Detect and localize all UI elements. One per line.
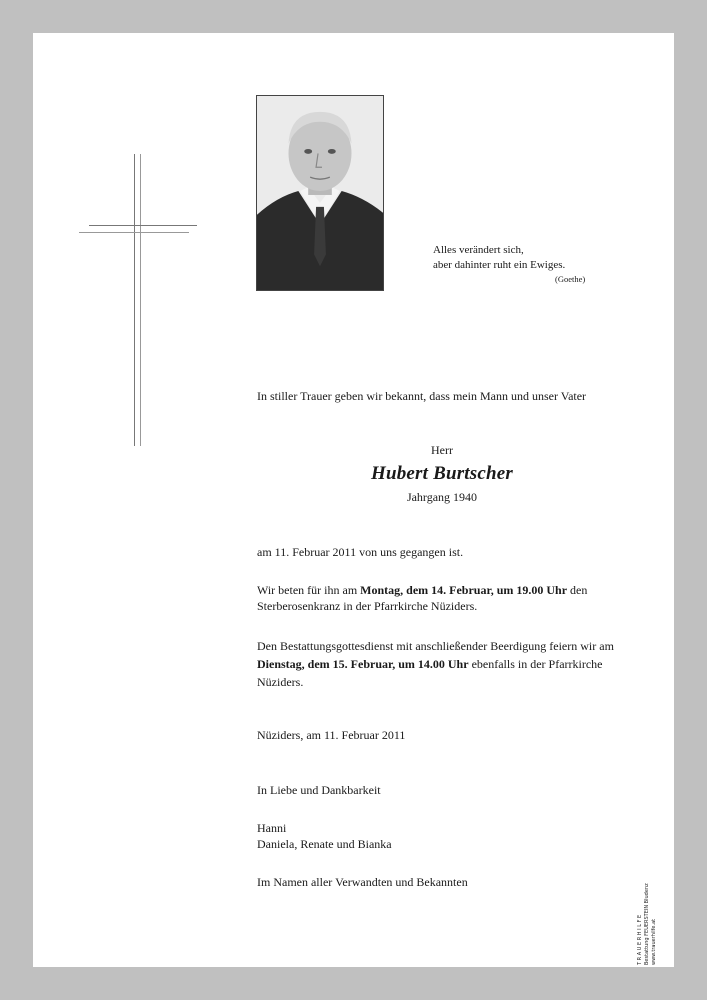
imprint-line: www.trauerhilfe.at <box>651 918 657 965</box>
family-names <box>257 820 627 852</box>
rosary-paragraph: Wir beten für ihn am Montag, dem 14. Februar, um 19.00 Uhr den Sterberosenkranz in der Pfarrkirche Nüziders. <box>257 583 588 613</box>
rosary-date: Montag, dem 14. Februar, um 19.00 Uhr <box>360 583 568 597</box>
deceased-title: Herr <box>431 443 453 457</box>
quote <box>433 243 585 285</box>
cross-icon <box>79 154 197 450</box>
funeral-paragraph: Den Bestattungsgottesdienst mit anschließender Beerdigung feiern wir am Dienstag, dem 15. Februar, um 14.00 Uhr ebenfalls in der Pfarrkirche Nüziders. <box>257 639 614 689</box>
family-line: Daniela, Renate und Bianka <box>257 837 392 851</box>
relatives-text: Im Namen aller Verwandten und Bekannten <box>257 875 468 889</box>
deceased-name: Hubert Burtscher <box>370 463 514 484</box>
obituary-page <box>33 33 674 967</box>
deceased-year: Jahrgang 1940 <box>406 490 478 504</box>
funeral-date: Dienstag, dem 15. Februar, um 14.00 Uhr <box>257 657 469 671</box>
funeral-home-imprint <box>636 855 666 965</box>
family-line: Hanni <box>257 821 287 835</box>
quote-line: aber dahinter ruht ein Ewiges. <box>433 259 566 271</box>
imprint-line: Bestattung FEUERSTEIN Bludenz <box>644 883 650 965</box>
closing-text: In Liebe und Dankbarkeit <box>257 783 381 797</box>
portrait-photo <box>256 95 384 291</box>
passing-text: am 11. Februar 2011 von uns gegangen ist. <box>257 545 464 559</box>
quote-author: (Goethe) <box>555 274 586 284</box>
intro-text: In stiller Trauer geben wir bekannt, dass mein Mann und unser Vater <box>257 389 587 403</box>
imprint-line: T R A U E R H I L F E <box>637 914 643 965</box>
place-date: Nüziders, am 11. Februar 2011 <box>257 728 406 742</box>
quote-line: Alles verändert sich, <box>433 244 524 256</box>
